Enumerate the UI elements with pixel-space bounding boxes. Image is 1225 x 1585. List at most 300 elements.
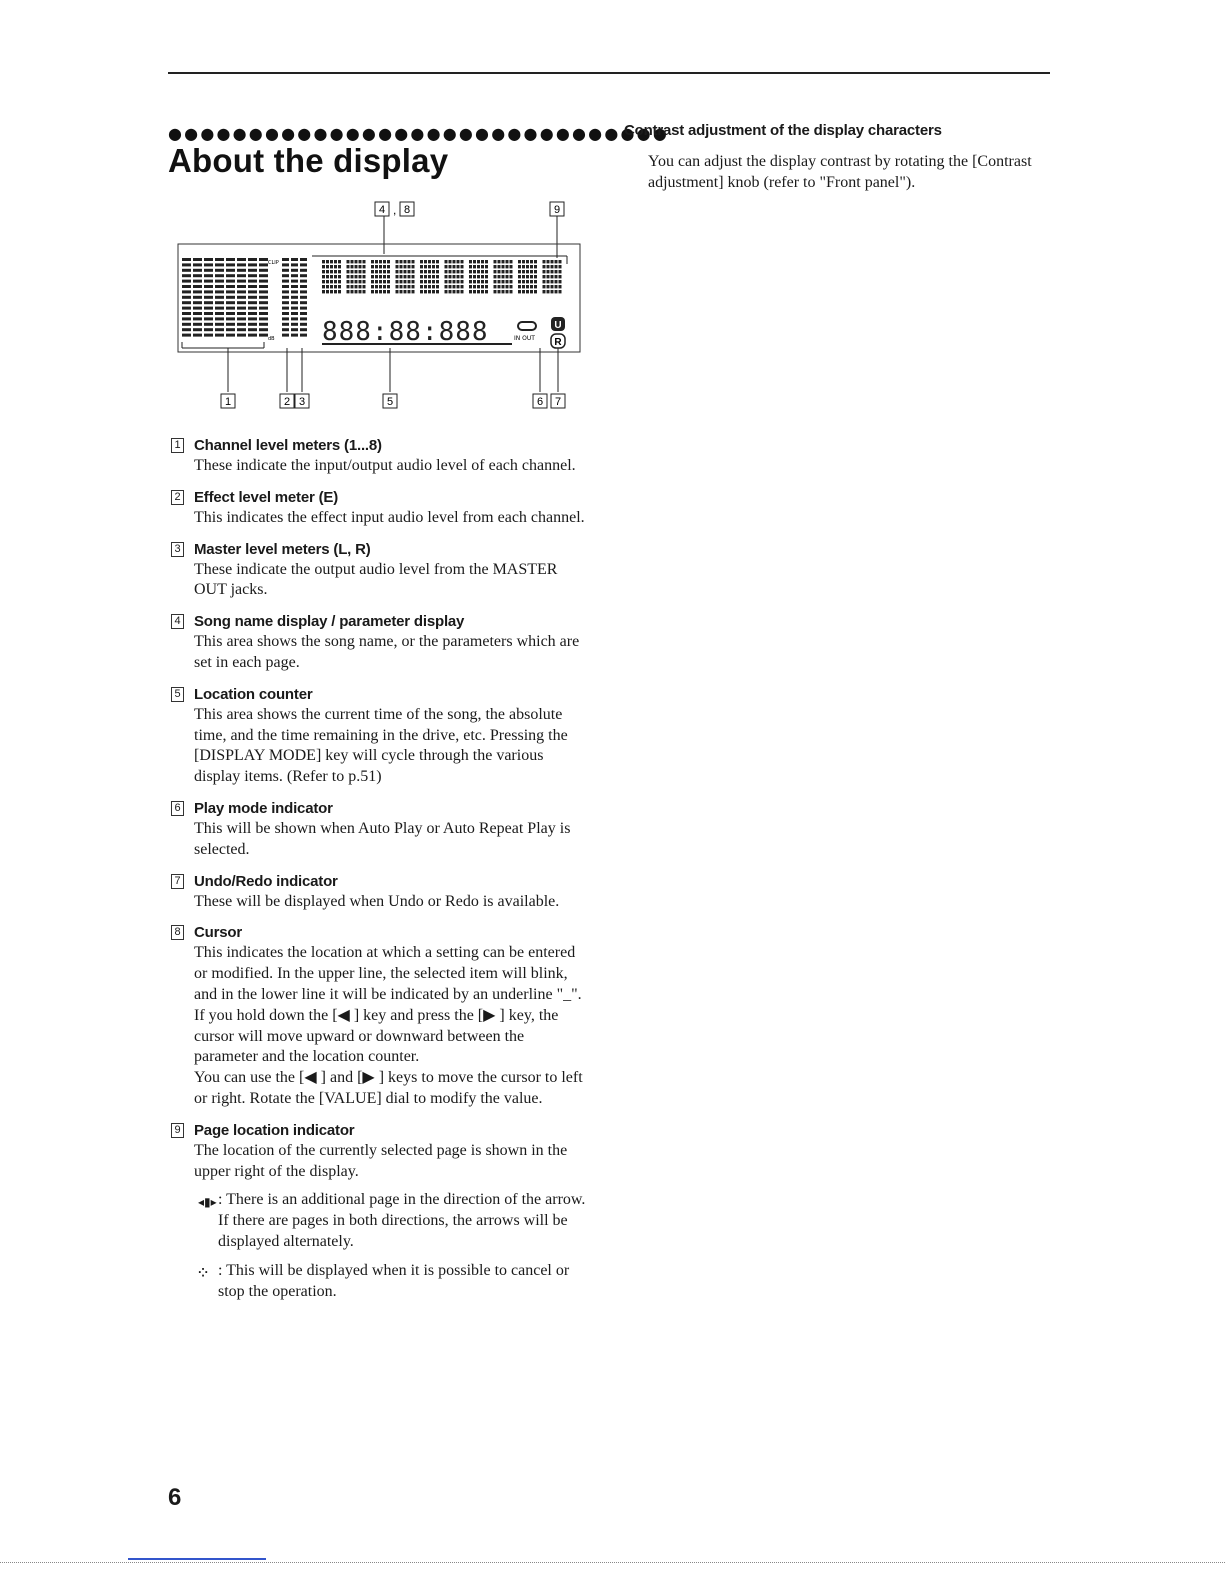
matrix-dot: [387, 275, 390, 278]
matrix-dot: [502, 275, 505, 278]
matrix-dot: [338, 280, 341, 283]
meter-segment: [259, 290, 268, 293]
meter-segment: [237, 323, 246, 326]
meter-segment: [226, 296, 235, 299]
matrix-dot: [387, 265, 390, 268]
matrix-dot: [330, 290, 333, 293]
item-number: 8: [171, 925, 184, 940]
meter-segment: [237, 307, 246, 310]
matrix-dot: [322, 270, 325, 273]
matrix-dot: [555, 270, 558, 273]
meter-segment: [182, 285, 191, 288]
meter-segment: [282, 280, 289, 283]
matrix-dot: [371, 265, 374, 268]
matrix-dot: [555, 260, 558, 263]
matrix-dot: [436, 280, 439, 283]
meter-segment: [291, 274, 298, 277]
meter-segment: [248, 269, 257, 272]
matrix-dot: [494, 290, 497, 293]
matrix-dot: [506, 280, 509, 283]
matrix-dot: [457, 260, 460, 263]
matrix-dot: [412, 290, 415, 293]
matrix-dot: [481, 285, 484, 288]
list-item: [172, 923, 592, 1109]
item-body: [172, 705, 592, 788]
matrix-dot: [338, 285, 341, 288]
matrix-dot: [510, 260, 513, 263]
item-body: [172, 508, 592, 529]
meter-segment: [259, 307, 268, 310]
matrix-dot: [449, 280, 452, 283]
matrix-dot: [506, 285, 509, 288]
matrix-dot: [400, 285, 403, 288]
matrix-dot: [518, 270, 521, 273]
matrix-dot: [404, 275, 407, 278]
matrix-dot: [473, 260, 476, 263]
matrix-dot: [334, 270, 337, 273]
matrix-dot: [555, 285, 558, 288]
matrix-dot: [351, 290, 354, 293]
meter-segment: [204, 280, 213, 283]
matrix-dot: [449, 290, 452, 293]
matrix-dot: [383, 275, 386, 278]
meter-segment: [291, 301, 298, 304]
item-number: 9: [171, 1123, 184, 1138]
matrix-dot: [522, 265, 525, 268]
matrix-dot: [338, 265, 341, 268]
item-body: [172, 892, 592, 913]
matrix-dot: [420, 265, 423, 268]
meter-segment: [215, 323, 224, 326]
meter-segment: [282, 334, 289, 337]
matrix-dot: [445, 285, 448, 288]
meter-segment: [300, 312, 307, 315]
meter-segment: [182, 258, 191, 261]
matrix-dot: [432, 280, 435, 283]
meter-segment: [282, 274, 289, 277]
matrix-dot: [498, 280, 501, 283]
matrix-dot: [375, 260, 378, 263]
meter-segment: [226, 285, 235, 288]
matrix-dot: [432, 275, 435, 278]
matrix-dot: [428, 285, 431, 288]
matrix-dot: [461, 260, 464, 263]
meter-segment: [215, 301, 224, 304]
callout-4: 4: [378, 204, 386, 216]
matrix-dot: [543, 270, 546, 273]
item-list: [172, 436, 592, 1313]
matrix-dot: [502, 285, 505, 288]
matrix-dot: [445, 260, 448, 263]
matrix-dot: [359, 270, 362, 273]
matrix-dot: [469, 280, 472, 283]
page-title: About the display: [168, 142, 449, 179]
meter-segment: [291, 263, 298, 266]
matrix-dot: [383, 260, 386, 263]
matrix-dot: [547, 285, 550, 288]
meter-segment: [226, 328, 235, 331]
meter-clip-label: CLIP: [268, 260, 279, 266]
matrix-dot: [461, 290, 464, 293]
matrix-dot: [347, 260, 350, 263]
matrix-dot: [330, 270, 333, 273]
list-item: [172, 872, 592, 913]
matrix-dot: [371, 285, 374, 288]
meter-segment: [291, 317, 298, 320]
matrix-dot: [510, 285, 513, 288]
matrix-dot: [547, 270, 550, 273]
matrix-dot: [408, 265, 411, 268]
matrix-dot: [530, 285, 533, 288]
item-paragraph: This indicates the effect input audio level from each channel.: [194, 508, 585, 526]
meter-segment: [237, 296, 246, 299]
matrix-dot: [396, 275, 399, 278]
matrix-dot: [481, 275, 484, 278]
matrix-dot: [383, 285, 386, 288]
list-item: [172, 685, 592, 788]
matrix-dot: [494, 265, 497, 268]
matrix-dot: [334, 265, 337, 268]
matrix-dot: [551, 270, 554, 273]
matrix-dot: [449, 260, 452, 263]
matrix-dot: [396, 290, 399, 293]
matrix-dot: [363, 285, 366, 288]
matrix-dot: [449, 270, 452, 273]
meter-segment: [259, 301, 268, 304]
display-diagram: [172, 198, 592, 418]
matrix-dot: [522, 270, 525, 273]
matrix-dot: [371, 290, 374, 293]
matrix-dot: [555, 290, 558, 293]
item-number: 4: [171, 614, 184, 629]
meter-segment: [226, 269, 235, 272]
matrix-dot: [355, 290, 358, 293]
meter-segment: [226, 274, 235, 277]
matrix-dot: [555, 280, 558, 283]
matrix-dot: [461, 275, 464, 278]
svg-text:,: ,: [393, 203, 397, 217]
matrix-dot: [534, 270, 537, 273]
matrix-dot: [551, 285, 554, 288]
matrix-dot: [408, 290, 411, 293]
item-paragraph: This will be shown when Auto Play or Auto Repeat Play is selected.: [194, 819, 571, 858]
meter-segment: [300, 274, 307, 277]
matrix-dot: [477, 270, 480, 273]
matrix-dot: [543, 280, 546, 283]
meter-segment: [282, 258, 289, 261]
meter-segment: [226, 334, 235, 337]
matrix-dot: [424, 285, 427, 288]
meter-segment: [215, 269, 224, 272]
item-number: 1: [171, 438, 184, 453]
matrix-dot: [469, 265, 472, 268]
meter-segment: [182, 274, 191, 277]
meter-segment: [259, 269, 268, 272]
matrix-dot: [481, 260, 484, 263]
meter-segment: [193, 269, 202, 272]
meter-segment: [282, 285, 289, 288]
matrix-dot: [551, 265, 554, 268]
meter-segment: [237, 274, 246, 277]
matrix-dot: [522, 285, 525, 288]
callout-9: 9: [553, 204, 561, 216]
meter-segment: [248, 274, 257, 277]
matrix-dot: [543, 265, 546, 268]
matrix-dot: [338, 275, 341, 278]
matrix-dot: [551, 280, 554, 283]
matrix-dot: [522, 280, 525, 283]
matrix-dot: [375, 290, 378, 293]
matrix-dot: [408, 270, 411, 273]
item-paragraph: These indicate the input/output audio level of each channel.: [194, 457, 576, 474]
meter-segment: [248, 323, 257, 326]
matrix-dot: [408, 260, 411, 263]
matrix-dot: [359, 275, 362, 278]
matrix-dot: [363, 275, 366, 278]
matrix-dot: [530, 260, 533, 263]
matrix-dot: [351, 260, 354, 263]
meter-segment: [300, 307, 307, 310]
matrix-dot: [400, 260, 403, 263]
matrix-dot: [526, 290, 529, 293]
matrix-dot: [510, 265, 513, 268]
matrix-dot: [428, 265, 431, 268]
meter-segment: [259, 258, 268, 261]
meter-segment: [259, 328, 268, 331]
matrix-dot: [400, 290, 403, 293]
meter-segment: [193, 312, 202, 315]
meter-segment: [282, 269, 289, 272]
matrix-dot: [547, 280, 550, 283]
item-title: Location counter: [194, 685, 313, 703]
meter-segment: [193, 258, 202, 261]
list-item: [172, 540, 592, 602]
matrix-dot: [347, 290, 350, 293]
matrix-dot: [469, 270, 472, 273]
matrix-dot: [396, 270, 399, 273]
meter-segment: [204, 296, 213, 299]
matrix-dot: [330, 275, 333, 278]
meter-segment: [226, 263, 235, 266]
meter-segment: [182, 269, 191, 272]
matrix-dot: [481, 280, 484, 283]
meter-segment: [182, 328, 191, 331]
matrix-dot: [453, 285, 456, 288]
matrix-dot: [477, 290, 480, 293]
matrix-dot: [551, 260, 554, 263]
meter-segment: [204, 301, 213, 304]
item-number: 2: [171, 490, 184, 505]
matrix-dot: [359, 285, 362, 288]
item-title: Cursor: [194, 924, 242, 942]
matrix-dot: [371, 275, 374, 278]
matrix-dot: [534, 260, 537, 263]
meter-segment: [226, 312, 235, 315]
matrix-dot: [326, 280, 329, 283]
matrix-dot: [453, 265, 456, 268]
meter-segment: [248, 328, 257, 331]
matrix-dot: [543, 260, 546, 263]
matrix-dot: [477, 285, 480, 288]
meter-segment: [193, 280, 202, 283]
callout-7: 7: [554, 396, 562, 408]
matrix-dot: [359, 280, 362, 283]
matrix-dot: [485, 290, 488, 293]
meter-segment: [282, 312, 289, 315]
matrix-dot: [485, 280, 488, 283]
matrix-dot: [473, 285, 476, 288]
meter-segment: [291, 328, 298, 331]
matrix-dot: [326, 270, 329, 273]
matrix-dot: [559, 260, 562, 263]
meter-segment: [291, 285, 298, 288]
matrix-dot: [510, 270, 513, 273]
item-title: Master level meters (L, R): [194, 540, 371, 558]
matrix-dot: [498, 265, 501, 268]
matrix-dot: [355, 280, 358, 283]
item-number: 6: [171, 801, 184, 816]
meter-segment: [291, 323, 298, 326]
meter-segment: [248, 307, 257, 310]
matrix-dot: [371, 270, 374, 273]
meter-segment: [259, 334, 268, 337]
location-counter-display: 888:88:888: [322, 317, 489, 347]
meter-segment: [300, 263, 307, 266]
matrix-dot: [355, 260, 358, 263]
matrix-dot: [543, 285, 546, 288]
matrix-dot: [424, 265, 427, 268]
meter-segment: [300, 280, 307, 283]
matrix-dot: [547, 290, 550, 293]
meter-segment: [259, 296, 268, 299]
matrix-dot: [457, 285, 460, 288]
meter-segment: [193, 328, 202, 331]
matrix-dot: [485, 260, 488, 263]
matrix-dot: [526, 270, 529, 273]
matrix-dot: [534, 285, 537, 288]
matrix-dot: [526, 260, 529, 263]
item-paragraph: This area shows the song name, or the parameters which are set in each page.: [194, 633, 580, 671]
meter-segment: [291, 312, 298, 315]
meter-segment: [259, 323, 268, 326]
matrix-dot: [330, 265, 333, 268]
meter-segment: [204, 263, 213, 266]
meter-segment: [226, 317, 235, 320]
meter-segment: [204, 269, 213, 272]
meter-segment: [193, 317, 202, 320]
matrix-dot: [432, 260, 435, 263]
cancel-dots-icon: ⁘: [198, 1265, 209, 1280]
matrix-dot: [449, 265, 452, 268]
matrix-dot: [404, 290, 407, 293]
matrix-dot: [485, 265, 488, 268]
meter-segment: [193, 263, 202, 266]
matrix-dot: [518, 280, 521, 283]
matrix-dot: [559, 270, 562, 273]
meter-segment: [193, 307, 202, 310]
meter-segment: [193, 334, 202, 337]
matrix-dot: [375, 275, 378, 278]
matrix-dot: [477, 265, 480, 268]
meter-segment: [237, 269, 246, 272]
matrix-dot: [387, 270, 390, 273]
matrix-dot: [559, 285, 562, 288]
meter-segment: [237, 263, 246, 266]
meter-segment: [226, 323, 235, 326]
matrix-dot: [359, 260, 362, 263]
matrix-dot: [551, 290, 554, 293]
matrix-dot: [412, 270, 415, 273]
matrix-dot: [347, 285, 350, 288]
item-title: Page location indicator: [194, 1121, 355, 1139]
meter-segment: [193, 274, 202, 277]
meter-segment: [237, 258, 246, 261]
matrix-dot: [510, 280, 513, 283]
meter-segment: [282, 290, 289, 293]
matrix-dot: [379, 275, 382, 278]
meter-segment: [300, 301, 307, 304]
matrix-dot: [457, 280, 460, 283]
matrix-dot: [330, 285, 333, 288]
matrix-dot: [355, 285, 358, 288]
matrix-dot: [461, 265, 464, 268]
meter-segment: [282, 307, 289, 310]
matrix-dot: [453, 280, 456, 283]
matrix-dot: [400, 280, 403, 283]
header-rule: [168, 72, 1050, 74]
item-title: Play mode indicator: [194, 799, 333, 817]
matrix-dot: [396, 260, 399, 263]
meter-segment: [237, 334, 246, 337]
matrix-dot: [498, 285, 501, 288]
matrix-dot: [387, 260, 390, 263]
matrix-dot: [449, 275, 452, 278]
matrix-dot: [387, 285, 390, 288]
matrix-dot: [334, 275, 337, 278]
item-title: Undo/Redo indicator: [194, 872, 338, 890]
matrix-dot: [363, 270, 366, 273]
matrix-dot: [330, 260, 333, 263]
matrix-dot: [485, 285, 488, 288]
matrix-dot: [334, 285, 337, 288]
meter-segment: [237, 290, 246, 293]
meter-segment: [300, 285, 307, 288]
meter-segment: [215, 290, 224, 293]
meter-segment: [226, 258, 235, 261]
matrix-dot: [498, 270, 501, 273]
matrix-dot: [543, 275, 546, 278]
matrix-dot: [518, 260, 521, 263]
meter-segment: [182, 263, 191, 266]
meter-segment: [282, 296, 289, 299]
meter-segment: [182, 334, 191, 337]
matrix-dot: [322, 280, 325, 283]
matrix-dot: [396, 265, 399, 268]
meter-segment: [291, 296, 298, 299]
matrix-dot: [420, 285, 423, 288]
matrix-dot: [485, 275, 488, 278]
matrix-dot: [559, 265, 562, 268]
item-paragraph: These will be displayed when Undo or Redo is available.: [194, 892, 560, 910]
matrix-dot: [383, 290, 386, 293]
matrix-dot: [530, 275, 533, 278]
meter-segment: [215, 274, 224, 277]
meter-segment: [182, 317, 191, 320]
matrix-dot: [530, 265, 533, 268]
matrix-dot: [436, 265, 439, 268]
list-item: [172, 1121, 592, 1303]
matrix-dot: [400, 275, 403, 278]
